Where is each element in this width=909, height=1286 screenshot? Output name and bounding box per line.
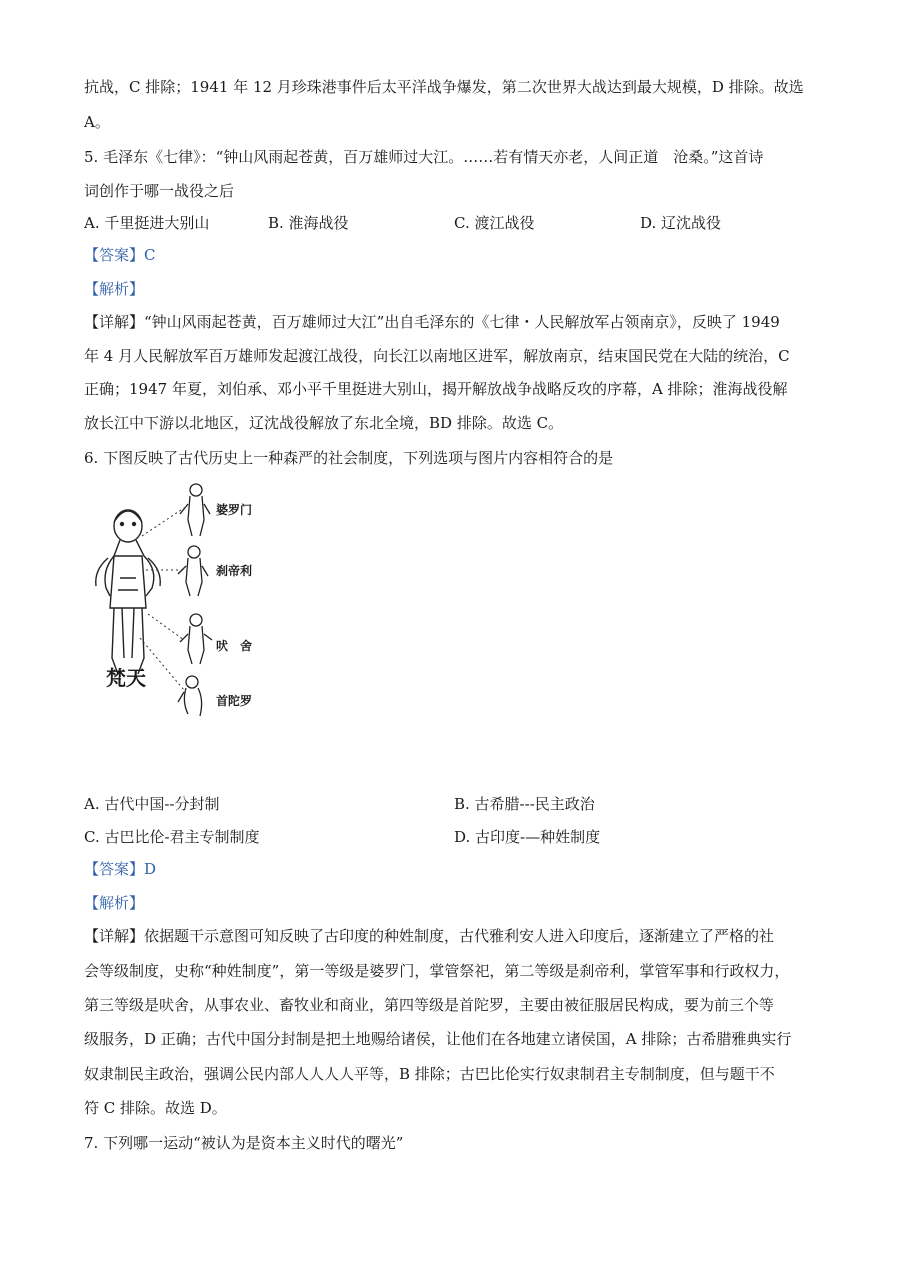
caste-label-shudra: 首陀罗	[216, 694, 253, 708]
caste-label-brahmin: 婆罗门	[216, 503, 253, 517]
caste-figures	[178, 484, 212, 716]
q6-detail-line: 【详解】依据题干示意图可知反映了古印度的种姓制度，古代雅利安人进入印度后，逐渐建立了严格的社	[84, 927, 775, 945]
q6-option-c: C. 古巴比伦-君主专制制度	[84, 828, 260, 846]
q6-detail-line: 奴隶制民主政治，强调公民内部人人人人平等，B 排除；古巴比伦实行奴隶制君主专制制度，但与题干不	[84, 1065, 775, 1083]
q6-option-b: B. 古希腊---民主政治	[454, 795, 595, 813]
q5-detail-line: 正确；1947 年夏，刘伯承、邓小平千里挺进大别山，揭开解放战争战略反攻的序幕，A 排除；淮海战役解	[84, 380, 788, 398]
q6-detail-line: 第三等级是吠舍，从事农业、畜牧业和商业，第四等级是首陀罗，主要由被征服居民构成，要为前三个等	[84, 996, 775, 1014]
q5-option-d: D. 辽沈战役	[640, 214, 722, 232]
q5-option-c: C. 渡江战役	[454, 214, 535, 232]
q5-detail-line: 年 4 月人民解放军百万雄师发起渡江战役，向长江以南地区进军，解放南京，结束国民党在大陆的统治，C	[84, 347, 790, 365]
text-line: 抗战，C 排除；1941 年 12 月珍珠港事件后太平洋战争爆发，第二次世界大战达到最大规模，D 排除。故选	[84, 78, 804, 96]
question-6-stem: 6. 下图反映了古代历史上一种森严的社会制度，下列选项与图片内容相符合的是	[84, 449, 614, 467]
text-line: A。	[84, 113, 110, 131]
brahma-label: 梵天	[106, 666, 146, 690]
q5-detail-line: 放长江中下游以北地区，辽沈战役解放了东北全境，BD 排除。故选 C。	[84, 414, 564, 432]
question-5-stem: 5. 毛泽东《七律》：“钟山风雨起苍黄，百万雄师过大江。……若有情天亦老，人间正道 沧桑。”这首诗	[84, 148, 764, 166]
q6-detail-line: 级服务，D 正确；古代中国分封制是把土地赐给诸侯，让他们在各地建立诸侯国，A 排除；古希腊雅典实行	[84, 1030, 792, 1048]
brahma-figure	[96, 510, 161, 674]
caste-label-vaishya: 吠 舍	[216, 639, 253, 653]
connector-lines	[140, 508, 184, 690]
q6-option-a: A. 古代中国--分封制	[84, 795, 220, 813]
q5-option-b: B. 淮海战役	[268, 214, 349, 232]
caste-system-figure	[84, 478, 284, 723]
caste-label-kshatriya: 刹帝利	[216, 564, 253, 578]
question-7-stem: 7. 下列哪一运动“被认为是资本主义时代的曙光”	[84, 1134, 404, 1152]
q5-option-a: A. 千里挺进大别山	[84, 214, 210, 232]
q6-option-d: D. 古印度-—种姓制度	[454, 828, 601, 846]
q5-answer: 【答案】C	[84, 246, 156, 264]
q6-detail-line: 符 C 排除。故选 D。	[84, 1099, 227, 1117]
q6-detail-line: 会等级制度，史称“种姓制度”，第一等级是婆罗门，掌管祭祀，第二等级是刹帝利，掌管军事和行政权力，	[84, 962, 790, 980]
q6-analysis-heading: 【解析】	[84, 894, 145, 912]
q6-answer: 【答案】D	[84, 860, 157, 878]
q5-detail-line: 【详解】“钟山风雨起苍黄，百万雄师过大江”出自毛泽东的《七律・人民解放军占领南京》，反映了 1949	[84, 313, 780, 331]
question-5-stem-cont: 词创作于哪一战役之后	[84, 182, 235, 200]
q5-analysis-heading: 【解析】	[84, 280, 145, 298]
